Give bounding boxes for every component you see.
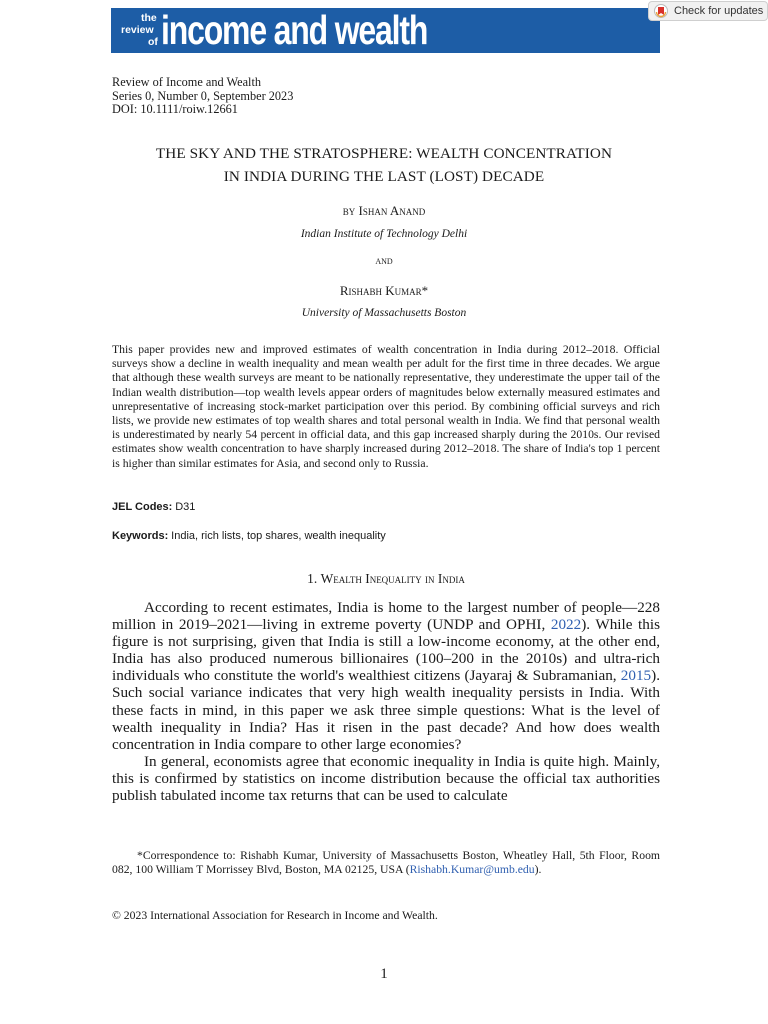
check-for-updates-label: Check for updates bbox=[674, 5, 764, 17]
banner-the: the bbox=[141, 12, 157, 24]
title-line-2: IN INDIA DURING THE LAST (LOST) DECADE bbox=[223, 168, 545, 185]
copyright: © 2023 International Association for Research in Income and Wealth. bbox=[112, 909, 438, 922]
email-link[interactable]: Rishabh.Kumar@umb.edu bbox=[409, 863, 535, 877]
journal-series: Series 0, Number 0, September 2023 bbox=[112, 88, 294, 103]
section-number: 1. bbox=[307, 571, 318, 586]
banner-title: income and wealth bbox=[161, 8, 428, 53]
author-line-1 bbox=[112, 203, 656, 219]
doi[interactable]: DOI: 10.1111/roiw.12661 bbox=[112, 102, 238, 116]
check-updates-icon bbox=[654, 4, 668, 18]
keywords-label: Keywords: bbox=[112, 530, 169, 542]
author-1: Ishan Anand bbox=[358, 203, 426, 218]
abstract: This paper provides new and improved estimates of wealth concentration in India during 2012–2018. Official surveys show a decline in wealth inequality and mean wealth per adult for the first time in three decades. We argue that although these wealth surveys are meant to be nationally representative, they underestimate the upper tail of the Indian wealth distribution—top wealth levels appear orders of magnitudes below externally measured estimates and unrepresentative of increasing stock-market participation over this period. By combining official surveys and rich lists, we provide new estimates of top wealth shares and total personal wealth in India. We find that personal wealth is underestimated by nearly 54 percent in official data, and this gap increased sharply during the 2010s. Our revised estimates show wealth concentration to have sharply increased during 2012–2018. The share of India's top 1 percent is higher than similar estimates for Asia, and second only to Russia. bbox=[112, 343, 660, 470]
banner-of: of bbox=[148, 36, 158, 48]
author-2: Rishabh Kumar* bbox=[339, 283, 429, 298]
citation-link-2015[interactable]: 2015 bbox=[620, 667, 652, 685]
body-text bbox=[112, 599, 660, 804]
paper-title bbox=[112, 142, 656, 188]
paragraph-1-part-a: According to recent estimates, India is home to the largest number of people—228 million in 2019–2021—living in extreme poverty (UNDP and OPHI, bbox=[112, 599, 660, 634]
and-word: and bbox=[375, 253, 393, 267]
jel-label: JEL Codes: bbox=[112, 501, 173, 513]
jel-value: D31 bbox=[175, 501, 196, 513]
footnote bbox=[112, 849, 660, 877]
keywords bbox=[112, 529, 386, 542]
section-heading bbox=[112, 571, 660, 587]
paragraph-1 bbox=[112, 599, 660, 753]
affiliation-2: University of Massachusetts Boston bbox=[301, 307, 467, 319]
footnote-close: ). bbox=[534, 863, 542, 877]
banner-review: review bbox=[121, 24, 154, 36]
journal-banner bbox=[111, 8, 660, 53]
title-line-1: THE SKY AND THE STRATOSPHERE: WEALTH CONCENTRATION bbox=[155, 145, 613, 162]
jel-codes bbox=[112, 500, 195, 513]
page-number: 1 bbox=[380, 966, 388, 982]
paragraph-1-part-b: ). While this figure is not surprising, given that India is still a low-income economy, at the other end, India has also produced numerous billionaires (100–200 in the 2010s) and ultra-rich individuals who constitute the world's wealthiest citizens (Jayaraj & Subramanian, bbox=[112, 616, 660, 685]
journal-meta bbox=[112, 76, 293, 117]
paragraph-2: In general, economists agree that economic inequality in India is quite high. Mainly, this is confirmed by statistics on income distribution because the official tax authorities publish tabulated income tax returns that can be used to calculate bbox=[112, 752, 660, 805]
by-word: by bbox=[342, 203, 356, 218]
section-title: Wealth Inequality in India bbox=[320, 571, 465, 586]
citation-link-2022[interactable]: 2022 bbox=[550, 616, 582, 634]
affiliation-1: Indian Institute of Technology Delhi bbox=[300, 228, 468, 240]
keywords-value: India, rich lists, top shares, wealth inequality bbox=[171, 530, 386, 542]
check-for-updates-button[interactable] bbox=[648, 1, 768, 21]
footnote-text: *Correspondence to: Rishabh Kumar, University of Massachusetts Boston, Wheatley Hall, 5th Floor, Room 082, 100 William T Morrissey Blvd, Boston, MA 02125, USA ( bbox=[112, 849, 660, 877]
journal-name: Review of Income and Wealth bbox=[112, 75, 262, 89]
paragraph-1-part-c: ). Such social variance indicates that very high wealth inequality persists in India. With these facts in mind, in this paper we ask three simple questions: What is the level of wealth inequality in India? Has it risen in the past decade? And how does wealth concentration in India compare to other large economies? bbox=[112, 667, 660, 753]
